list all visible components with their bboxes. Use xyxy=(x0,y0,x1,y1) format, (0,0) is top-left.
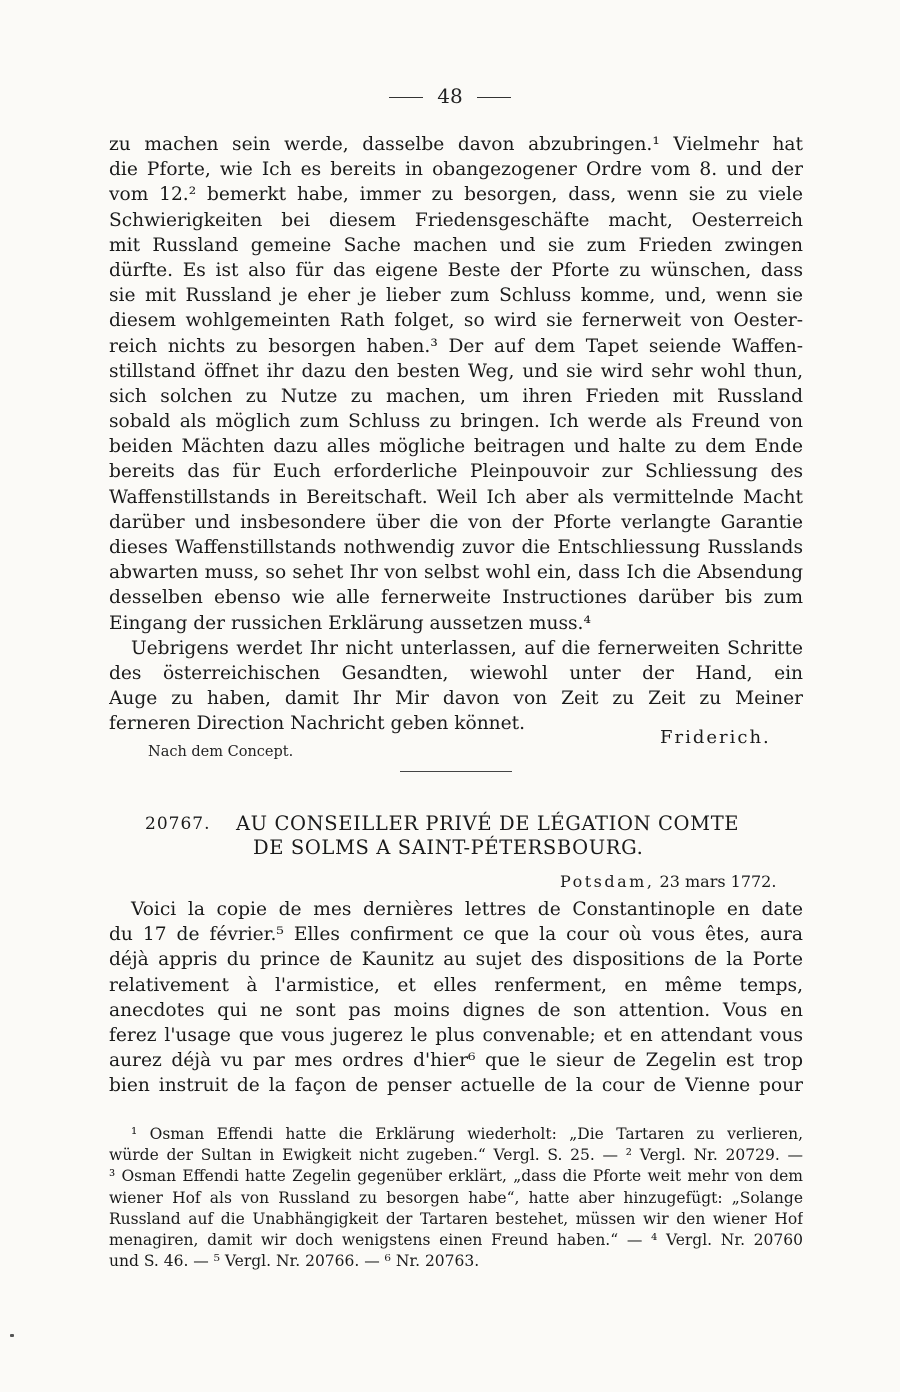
date-value: 23 mars 1772. xyxy=(659,872,777,891)
signature: Friderich. xyxy=(660,727,771,748)
text-line: stillstand öffnet ihr dazu den besten Weg, und sie wird sehr wohl thun, xyxy=(109,360,803,382)
footnotes xyxy=(109,1124,803,1272)
text-line: Voici la copie de mes dernières lettres de Constantinople en date xyxy=(131,899,803,920)
text-line: ferneren Direction Nachricht geben könnet. xyxy=(109,713,526,735)
source-note: Nach dem Concept. xyxy=(148,744,294,760)
text-line: diesem wohlgemeinten Rath folget, so wird sie fernerweit von Oester- xyxy=(109,310,803,332)
letter-title-line-2: DE SOLMS A SAINT-PÉTERSBOURG. xyxy=(253,836,644,859)
text-line: desselben ebenso wie alle fernerweite Instructiones darüber bis zum xyxy=(109,587,803,609)
text-line: du 17 de février.⁵ Elles confirment ce que la cour où vous êtes, aura xyxy=(109,924,803,946)
text-line: darüber und insbesondere über die von der Pforte verlangte Garantie xyxy=(109,511,803,533)
text-line: bien instruit de la façon de penser actuelle de la cour de Vienne pour xyxy=(109,1075,803,1097)
page-header xyxy=(0,84,900,108)
stray-mark xyxy=(10,1334,14,1337)
text-line: abwarten muss, so sehet Ihr von selbst wohl ein, dass Ich die Absendung xyxy=(109,562,803,584)
text-line: déjà appris du prince de Kaunitz au sujet des dispositions de la Porte xyxy=(109,949,803,971)
dateline xyxy=(560,872,776,891)
footnote-line: wiener Hof als von Russland zu besorgen habe“, hatte aber hinzugefügt: „Solange xyxy=(109,1188,803,1207)
page-number: 48 xyxy=(437,84,463,108)
text-line: dieses Waffenstillstands nothwendig zuvor die Entschliessung Russlands xyxy=(109,537,803,558)
text-line: anecdotes qui ne sont pas moins dignes de son attention. Vous en xyxy=(109,999,803,1021)
text-line: Eingang der russichen Erklärung aussetzen muss.⁴ xyxy=(109,612,591,634)
text-line: beiden Mächten dazu alles mögliche beitragen und halte zu dem Ende xyxy=(109,436,803,458)
header-dash-right xyxy=(477,97,511,98)
text-line: des österreichischen Gesandten, wiewohl unter der Hand, ein xyxy=(109,662,803,684)
text-line: sobald als möglich zum Schluss zu bringen. Ich werde als Freund von xyxy=(109,411,803,433)
text-line: dürfte. Es ist also für das eigene Beste der Pforte zu wünschen, dass xyxy=(109,259,803,281)
date-place: Potsdam, xyxy=(560,872,655,891)
text-line: die Pforte, wie Ich es bereits in obangezogener Ordre vom 8. und der xyxy=(109,159,803,181)
footnote-line: würde der Sultan in Ewigkeit nicht zugeben.“ Vergl. S. 25. — ² Vergl. Nr. 20729. — xyxy=(109,1146,803,1165)
text-line: Waffenstillstands in Bereitschaft. Weil Ich aber als vermittelnde Macht xyxy=(109,486,803,508)
text-line: zu machen sein werde, dasselbe davon abzubringen.¹ Vielmehr hat xyxy=(109,134,803,155)
text-line: ferez l'usage que vous jugerez le plus convenable; et en attendant vous xyxy=(109,1024,803,1046)
text-line: bereits das für Euch erforderliche Pleinpouvoir zur Schliessung des xyxy=(109,461,803,483)
text-line: reich nichts zu besorgen haben.³ Der auf dem Tapet seiende Waffen- xyxy=(109,335,803,357)
letter-1-body xyxy=(109,132,803,737)
letter-2-body xyxy=(109,897,803,1099)
text-line: Auge zu haben, damit Ihr Mir davon von Zeit zu Zeit zu Meiner xyxy=(109,688,803,710)
footnote-line: Russland auf die Unabhängigkeit der Tartaren bestehet, müssen wir den wiener Hof xyxy=(109,1209,803,1228)
text-line: mit Russland gemeine Sache machen und sie zum Frieden zwingen xyxy=(109,234,803,256)
letter-number: 20767. xyxy=(145,814,211,834)
text-line: sie mit Russland je eher je lieber zum Schluss komme, und, wenn sie xyxy=(109,285,803,307)
header-dash-left xyxy=(389,97,423,98)
text-line: sich solchen zu Nutze zu machen, um ihren Frieden mit Russland xyxy=(109,385,803,407)
footnote-line: menagiren, damit wir doch wenigstens einen Freund haben.“ — ⁴ Vergl. Nr. 20760 xyxy=(109,1230,803,1249)
text-line: aurez déjà vu par mes ordres d'hier⁶ que le sieur de Zegelin est trop xyxy=(109,1050,803,1072)
footnote-line: ³ Osman Effendi hatte Zegelin gegenüber erklärt, „dass die Pforte weit mehr von dem xyxy=(109,1167,803,1186)
section-divider xyxy=(400,771,512,772)
text-line: Schwierigkeiten bei diesem Friedensgeschäfte macht, Oesterreich xyxy=(109,209,803,231)
letter-title-line-1: AU CONSEILLER PRIVÉ DE LÉGATION COMTE xyxy=(236,812,740,835)
text-line: relativement à l'armistice, et elles renferment, en même temps, xyxy=(109,974,803,996)
footnote-line: und S. 46. — ⁵ Vergl. Nr. 20766. — ⁶ Nr. 20763. xyxy=(109,1252,480,1271)
footnote-line: ¹ Osman Effendi hatte die Erklärung wiederholt: „Die Tartaren zu verlieren, xyxy=(131,1125,803,1143)
text-line: vom 12.² bemerkt habe, immer zu besorgen, dass, wenn sie zu viele xyxy=(109,184,803,206)
text-line: Uebrigens werdet Ihr nicht unterlassen, auf die fernerweiten Schritte xyxy=(131,637,803,659)
